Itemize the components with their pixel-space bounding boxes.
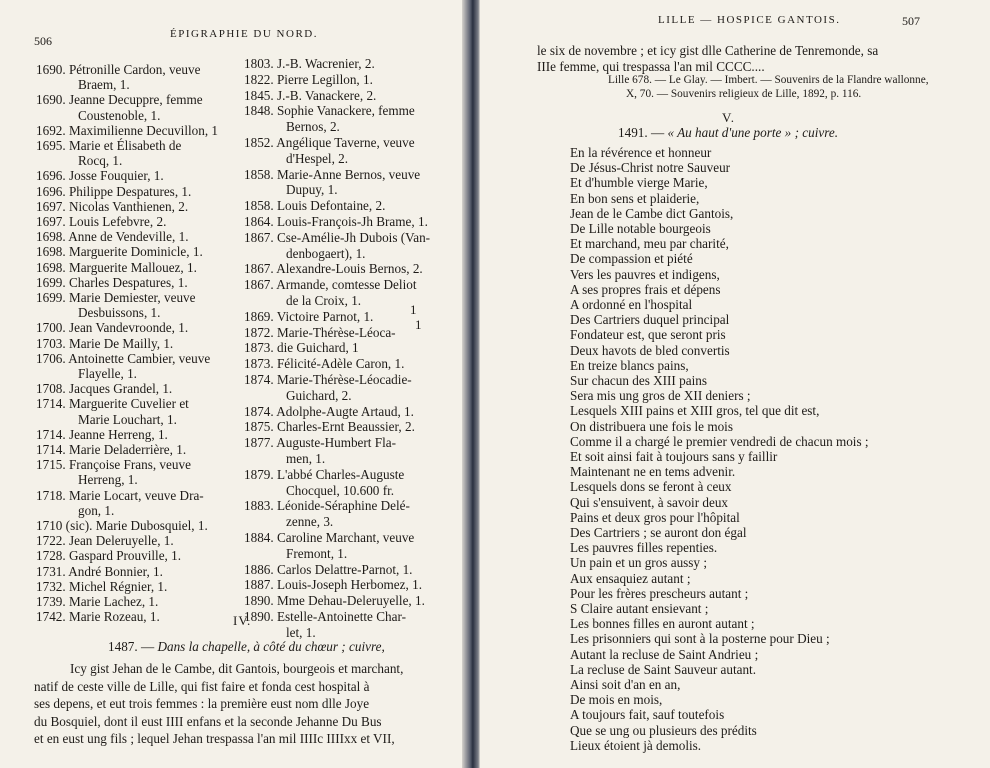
donor-entry-continuation: Braem, 1.	[78, 77, 130, 93]
donor-entry: 1874. Adolphe-Augte Artaud, 1.	[244, 403, 414, 419]
donor-entry-continuation: gon, 1.	[78, 502, 115, 518]
donor-entry: 1714. Jeanne Herreng, 1.	[36, 426, 168, 442]
donor-entry: 1883. Léonide-Séraphine Delé-	[244, 498, 410, 514]
donor-entry: 1858. Marie-Anne Bernos, veuve	[244, 166, 421, 182]
donor-entry: 1875. Charles-Ernt Beaussier, 2.	[244, 419, 415, 435]
donor-entry-continuation: Bernos, 2.	[286, 119, 340, 135]
heading-text: Dans la chapelle, à côté du chœur ; cuivre,	[157, 639, 385, 654]
donor-entry: 1700. Jean Vandevroonde, 1.	[36, 320, 189, 336]
donor-entry: 1890. Estelle-Antoinette Char-	[244, 609, 406, 624]
donor-entry: 1698. Marguerite Dominicle, 1.	[36, 244, 203, 260]
verse-line: Les prisonniers qui sont à la posterne pour Dieu ;	[570, 631, 830, 647]
verse-line: Fondateur est, que seront pris	[570, 327, 726, 343]
verse-line: En treize blancs pains,	[570, 357, 689, 373]
donor-entry: 1690. Pétronille Cardon, veuve	[36, 62, 201, 77]
donor-entry: 1739. Marie Lachez, 1.	[36, 594, 159, 609]
left-page-number: 506	[34, 34, 52, 48]
donor-entry: 1708. Jacques Grandel, 1.	[36, 381, 173, 397]
donor-entry: 1858. Louis Defontaine, 2.	[244, 198, 386, 214]
verse-line: Lesquels XIII pains et XIII gros, tel que dit est,	[570, 403, 820, 419]
donor-entry: 1867. Armande, comtesse Deliot	[244, 277, 417, 293]
donor-entry-continuation: men, 1.	[286, 451, 326, 466]
donor-entry: 1872. Marie-Thérèse-Léoca-	[244, 324, 396, 340]
heading-dash: —	[140, 639, 155, 654]
donor-entry-continuation: denbogaert), 1.	[286, 245, 366, 261]
section-number-v: V.	[722, 110, 735, 125]
verse-line: Les pauvres filles repenties.	[570, 540, 718, 556]
donor-entry-continuation: Marie Louchart, 1.	[78, 411, 177, 427]
donor-entry: 1703. Marie De Mailly, 1.	[36, 335, 174, 351]
left-running-head: ÉPIGRAPHIE DU NORD.	[170, 28, 318, 40]
donor-entry: 1699. Charles Despatures, 1.	[36, 274, 188, 290]
donor-entry-continuation: Rocq, 1.	[78, 153, 123, 169]
donor-entry: 1732. Michel Régnier, 1.	[36, 578, 168, 594]
donor-entry-continuation: Herreng, 1.	[78, 472, 138, 488]
donor-entry: 1714. Marguerite Cuvelier et	[36, 396, 189, 412]
donor-entry: 1728. Gaspard Prouville, 1.	[36, 548, 182, 564]
verse-line: On distribuera une fois le mois	[570, 418, 733, 434]
right-page-number: 507	[902, 14, 920, 28]
verse-line: De Jésus-Christ notre Sauveur	[570, 160, 731, 176]
source-line: X, 70. — Souvenirs religieux de Lille, 1892, p. 116.	[626, 88, 862, 100]
heading-number: 1487.	[108, 639, 138, 654]
donor-entry: 1869. Victoire Parnot, 1.	[244, 308, 374, 324]
verse-line: A ordonné en l'hospital	[570, 297, 693, 312]
verse-line: Aux ensaquiez autant ;	[570, 570, 691, 586]
donor-entry: 1714. Marie Deladerrière, 1.	[36, 442, 187, 457]
verse-line: Deux havots de bled convertis	[570, 342, 730, 358]
verse-line: Pour les frères prescheurs autant ;	[570, 585, 749, 601]
donor-entry: 1722. Jean Deleruyelle, 1.	[36, 533, 174, 549]
donor-entry: 1884. Caroline Marchant, veuve	[244, 530, 415, 545]
verse-line: De Lille notable bourgeois	[570, 221, 711, 236]
verse-line: Ainsi soit d'an en an,	[570, 677, 681, 692]
verse-line: Que se ung ou plusieurs des prédits	[570, 722, 757, 738]
donor-entry: 1696. Josse Fouquier, 1.	[36, 168, 164, 184]
donor-entry: 1731. André Bonnier, 1.	[36, 563, 163, 579]
verse-line: Sera mis ung gros de XII deniers ;	[570, 388, 751, 404]
verse-line: Vers les pauvres et indigens,	[570, 266, 720, 282]
right-running-head: LILLE — HOSPICE GANTOIS.	[658, 14, 841, 26]
donor-entry-continuation: d'Hespel, 2.	[286, 150, 349, 166]
verse-line: Des Cartriers ; se auront don égal	[570, 525, 747, 540]
verse-line: Et d'humble vierge Marie,	[570, 175, 708, 191]
donor-entry: 1695. Marie et Élisabeth de	[36, 138, 182, 153]
verse-line: Jean de le Cambe dict Gantois,	[570, 205, 734, 221]
donor-entry: 1848. Sophie Vanackere, femme	[244, 103, 415, 119]
donor-entry: 1887. Louis-Joseph Herbomez, 1.	[244, 577, 422, 593]
donor-entry: 1697. Louis Lefebvre, 2.	[36, 214, 167, 229]
donor-entry-continuation: Coustenoble, 1.	[78, 107, 161, 123]
inscription-heading-1487	[108, 639, 385, 655]
paragraph-line: Icy gist Jehan de le Cambe, dit Gantois, bourgeois et marchant,	[70, 661, 404, 676]
donor-entry-continuation: Dupuy, 1.	[286, 182, 338, 198]
section-number-iv: IV.	[233, 613, 252, 628]
donor-entry: 1873. Félicité-Adèle Caron, 1.	[244, 356, 405, 372]
donor-entry: 1710 (sic). Marie Dubosquiel, 1.	[36, 518, 208, 533]
donor-entry: 1864. Louis-François-Jh Brame, 1.	[244, 214, 428, 229]
paragraph-line: du Bosquiel, dont il eust IIII enfans et la seconde Jehanne Du Bus	[34, 713, 382, 729]
donor-entry-continuation: Fremont, 1.	[286, 545, 348, 561]
verse-line: Maintenant ne en tems advenir.	[570, 464, 736, 480]
paragraph-line: le six de novembre ; et icy gist dlle Catherine de Tenremonde, sa	[537, 43, 879, 58]
verse-line: Qui s'ensuivent, à savoir deux	[570, 494, 729, 510]
verse-line: En la révérence et honneur	[570, 145, 712, 160]
donor-entry: 1873. die Guichard, 1	[244, 340, 359, 356]
donor-entry: 1867. Alexandre-Louis Bernos, 2.	[244, 261, 423, 277]
donor-entry: 1698. Marguerite Mallouez, 1.	[36, 259, 197, 275]
verse-line: De compassion et piété	[570, 251, 693, 267]
verse-line: A ses propres frais et dépens	[570, 281, 721, 297]
source-line: Lille 678. — Le Glay. — Imbert. — Souvenirs de la Flandre wallonne,	[608, 74, 929, 86]
donor-entry-continuation: Chocquel, 10.600 fr.	[286, 482, 395, 498]
donor-entry: 1803. J.-B. Wacrenier, 2.	[244, 56, 375, 71]
verse-line: Un pain et un gros aussy ;	[570, 555, 707, 571]
verse-line: Autant la recluse de Saint Andrieu ;	[570, 646, 759, 662]
donor-entry: 1890. Mme Dehau-Deleruyelle, 1.	[244, 593, 425, 609]
verse-line: Et marchand, meu par charité,	[570, 236, 729, 252]
donor-entry: 1742. Marie Rozeau, 1.	[36, 609, 160, 625]
donor-entry: 1879. L'abbé Charles-Auguste	[244, 466, 405, 482]
donor-entry: 1886. Carlos Delattre-Parnot, 1.	[244, 561, 413, 577]
donor-entry: 1699. Marie Demiester, veuve	[36, 290, 196, 305]
heading-text: « Au haut d'une porte » ; cuivre.	[667, 125, 839, 140]
donor-entry: 1697. Nicolas Vanthienen, 2.	[36, 198, 189, 214]
donor-entry: 1692. Maximilienne Decuvillon, 1	[36, 122, 219, 138]
verse-line: S Claire autant ensievant ;	[570, 601, 709, 616]
verse-line: La recluse de Saint Sauveur autant.	[570, 661, 757, 677]
inscription-heading-1491	[618, 125, 838, 141]
verse-line: Des Cartriers duquel principal	[570, 312, 730, 328]
paragraph-line: ses depens, et eut trois femmes : la première eust nom dlle Joye	[34, 696, 370, 711]
left-page	[0, 0, 478, 768]
donor-entry: 1877. Auguste-Humbert Fla-	[244, 435, 397, 451]
brace-annotation-one: 1	[410, 302, 417, 317]
donor-entry-continuation: zenne, 3.	[286, 514, 334, 530]
verse-line: Pains et deux gros pour l'hôpital	[570, 509, 740, 525]
donor-entry: 1696. Philippe Despatures, 1.	[36, 183, 192, 199]
donor-entry: 1867. Cse-Amélie-Jh Dubois (Van-	[244, 229, 431, 245]
donor-entry-continuation: Desbuissons, 1.	[78, 305, 161, 321]
donor-entry: 1706. Antoinette Cambier, veuve	[36, 350, 211, 366]
donor-entry: 1690. Jeanne Decuppre, femme	[36, 92, 203, 108]
verse-line: En bon sens et plaiderie,	[570, 190, 700, 206]
donor-entry: 1822. Pierre Legillon, 1.	[244, 71, 373, 87]
donor-entry: 1852. Angélique Taverne, veuve	[244, 135, 415, 150]
verse-line: De mois en mois,	[570, 692, 663, 708]
donor-entry-continuation: Guichard, 2.	[286, 387, 352, 403]
paragraph-line: IIIe femme, qui trespassa l'an mil CCCC....	[537, 59, 765, 74]
verse-line: Lieux étoient jà demolis.	[570, 737, 702, 753]
donor-entry: 1718. Marie Locart, veuve Dra-	[36, 487, 204, 503]
donor-entry-continuation: Flayelle, 1.	[78, 366, 137, 381]
verse-line: Les bonnes filles en auront autant ;	[570, 616, 755, 632]
brace-annotation-two: 1	[415, 317, 422, 332]
donor-entry-continuation: let, 1.	[286, 624, 316, 640]
right-page	[478, 0, 990, 768]
verse-line: Et soit ainsi fait à toujours sans y faillir	[570, 449, 778, 464]
verse-line: Sur chacun des XIII pains	[570, 373, 707, 388]
donor-entry-continuation: de la Croix, 1.	[286, 293, 362, 308]
donor-entry: 1698. Anne de Vendeville, 1.	[36, 229, 189, 245]
donor-entry: 1874. Marie-Thérèse-Léocadie-	[244, 372, 412, 387]
verse-line: Lesquels dons se feront à ceux	[570, 479, 732, 495]
heading-number: 1491.	[618, 125, 648, 140]
heading-dash: —	[650, 125, 665, 140]
paragraph-line: natif de ceste ville de Lille, qui fist faire et fonda cest hospital à	[34, 678, 370, 694]
verse-line: A toujours fait, sauf toutefois	[570, 707, 725, 723]
donor-entry: 1715. Françoise Frans, veuve	[36, 457, 191, 473]
donor-entry: 1845. J.-B. Vanackere, 2.	[244, 87, 377, 103]
verse-line: Comme il a chargé le premier vendredi de chacun mois ;	[570, 433, 869, 449]
paragraph-line: et en eust ung fils ; lequel Jehan trespassa l'an mil IIIIc IIIIxx et VII,	[34, 731, 395, 746]
